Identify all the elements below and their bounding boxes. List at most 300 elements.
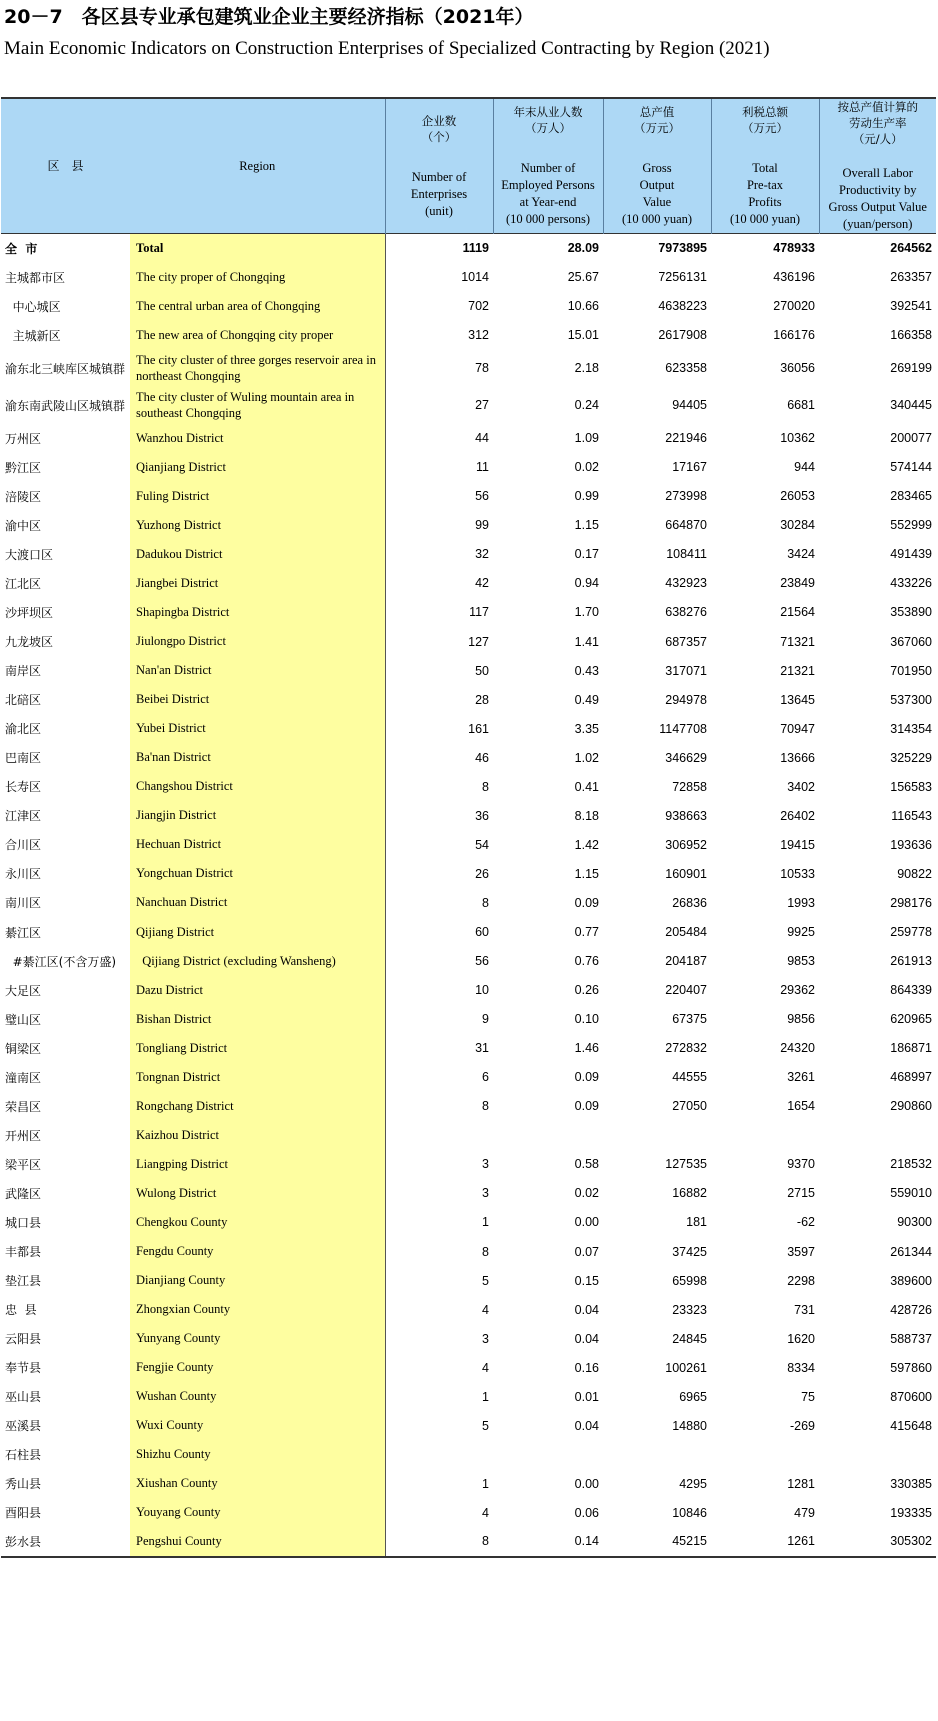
cell-pretax-profits: 270020 <box>773 299 815 314</box>
cell-employed-persons: 0.06 <box>574 1505 599 1520</box>
table-row <box>1 714 936 743</box>
cell-region-en: Shizhu County <box>130 1440 385 1469</box>
table-row <box>1 888 936 917</box>
cell-region-en: Beibei District <box>130 685 385 714</box>
cell-region-cn: #綦江区(不含万盛) <box>5 954 117 969</box>
cell-employed-persons: 0.17 <box>574 547 599 562</box>
cell-gross-output: 221946 <box>665 431 707 446</box>
cell-enterprises: 32 <box>475 547 489 562</box>
cell-region-cn: 垫江县 <box>5 1274 42 1289</box>
cell-enterprises: 8 <box>482 1099 489 1114</box>
cell-pretax-profits: 1654 <box>787 1099 815 1114</box>
table-row <box>1 1121 936 1150</box>
cell-gross-output: 4638223 <box>658 299 707 314</box>
cell-region-en: Dazu District <box>130 976 385 1005</box>
cell-labor-productivity: 588737 <box>890 1331 932 1346</box>
cell-labor-productivity: 259778 <box>890 925 932 939</box>
cell-gross-output: 65998 <box>672 1273 707 1288</box>
table-title-chinese: 20－7 各区县专业承包建筑业企业主要经济指标（2021年） <box>4 6 534 28</box>
table-row <box>1 1382 936 1411</box>
cell-region-en: Youyang County <box>130 1498 385 1527</box>
cell-region-cn: 丰都县 <box>5 1245 42 1260</box>
cell-gross-output: 938663 <box>665 808 707 823</box>
cell-enterprises: 5 <box>482 1418 489 1433</box>
cell-employed-persons: 0.02 <box>574 460 599 475</box>
cell-employed-persons: 0.99 <box>574 489 599 504</box>
table-row <box>1 1527 936 1556</box>
cell-gross-output: 272832 <box>665 1041 707 1056</box>
cell-enterprises: 312 <box>468 328 489 343</box>
table-row <box>1 1237 936 1266</box>
cell-labor-productivity: 468997 <box>890 1070 932 1085</box>
cell-enterprises: 3 <box>482 1331 489 1346</box>
cell-gross-output: 6965 <box>679 1389 707 1404</box>
cell-region-cn: 涪陵区 <box>5 489 42 504</box>
cell-enterprises: 56 <box>475 954 489 969</box>
cell-region-en: Nan'an District <box>130 656 385 685</box>
cell-gross-output: 1147708 <box>659 721 707 736</box>
cell-region-cn: 彭水县 <box>5 1534 42 1549</box>
cell-enterprises: 26 <box>475 866 489 881</box>
table-row <box>1 424 936 453</box>
table-row <box>1 511 936 540</box>
table-row <box>1 453 936 482</box>
table-row <box>1 234 936 263</box>
cell-enterprises: 28 <box>475 692 489 707</box>
table-row <box>1 1411 936 1440</box>
cell-employed-persons: 1.42 <box>574 837 599 852</box>
cell-region-en: Tongliang District <box>130 1034 385 1063</box>
cell-region-en: Rongchang District <box>130 1092 385 1121</box>
cell-gross-output: 127535 <box>665 1157 707 1172</box>
cell-gross-output: 14880 <box>672 1418 707 1433</box>
cell-labor-productivity: 864339 <box>890 983 932 998</box>
cell-labor-productivity: 263357 <box>890 270 932 285</box>
cell-gross-output: 205484 <box>665 925 707 939</box>
cell-pretax-profits: 36056 <box>780 361 815 376</box>
cell-pretax-profits: 436196 <box>773 270 815 285</box>
table-row <box>1 801 936 830</box>
cell-enterprises: 127 <box>468 634 489 649</box>
table-row <box>1 772 936 801</box>
cell-employed-persons: 0.49 <box>574 692 599 707</box>
table-body <box>1 234 936 1557</box>
cell-region-cn: 合川区 <box>5 838 42 853</box>
cell-employed-persons: 1.09 <box>574 431 599 446</box>
cell-labor-productivity: 298176 <box>890 895 932 910</box>
cell-labor-productivity <box>819 1121 936 1150</box>
cell-labor-productivity: 620965 <box>890 1012 932 1027</box>
cell-enterprises: 56 <box>475 489 489 504</box>
cell-region-cn: 南岸区 <box>5 664 42 679</box>
cell-employed-persons: 0.07 <box>574 1244 599 1259</box>
cell-enterprises: 10 <box>475 983 489 998</box>
header-pretax-profits-cn: 利税总额 （万元） <box>742 105 788 135</box>
cell-gross-output <box>603 1440 711 1469</box>
cell-labor-productivity: 261913 <box>890 954 932 969</box>
header-employed-en: Number of Employed Persons at Year-end (10 000 persons) <box>501 161 595 226</box>
cell-gross-output: 432923 <box>665 576 707 591</box>
cell-region-cn: 渝中区 <box>5 518 42 533</box>
cell-region-en: Wulong District <box>130 1179 385 1208</box>
cell-enterprises: 1 <box>482 1215 489 1230</box>
cell-region-cn: 铜梁区 <box>5 1041 42 1056</box>
cell-enterprises: 78 <box>475 361 489 376</box>
cell-labor-productivity: 392541 <box>890 299 932 314</box>
cell-pretax-profits: -62 <box>796 1215 815 1230</box>
cell-region-cn: 江津区 <box>5 809 42 824</box>
cell-region-en: The city cluster of Wuling mountain area in southeast Chongqing <box>130 387 385 424</box>
cell-employed-persons: 25.67 <box>567 270 599 285</box>
cell-pretax-profits: 3261 <box>787 1070 815 1085</box>
cell-enterprises: 8 <box>482 1534 489 1549</box>
cell-region-en: Dianjiang County <box>130 1266 385 1295</box>
table-row <box>1 1092 936 1121</box>
cell-enterprises: 54 <box>475 837 489 852</box>
cell-region-en: Wanzhou District <box>130 424 385 453</box>
cell-enterprises: 31 <box>475 1041 489 1056</box>
cell-gross-output: 27050 <box>672 1099 707 1114</box>
cell-enterprises: 161 <box>468 721 489 736</box>
header-labor-productivity-cn: 按总产值计算的 劳动生产率 （元/人） <box>837 100 918 146</box>
cell-pretax-profits: 731 <box>794 1302 815 1317</box>
cell-region-cn: 江北区 <box>5 576 42 591</box>
cell-gross-output: 638276 <box>665 605 707 620</box>
table-row <box>1 1179 936 1208</box>
cell-gross-output: 687357 <box>665 634 707 649</box>
cell-employed-persons: 1.46 <box>574 1041 599 1056</box>
cell-gross-output: 10846 <box>672 1505 707 1520</box>
cell-enterprises <box>385 1440 493 1469</box>
cell-enterprises: 1014 <box>461 270 489 285</box>
cell-region-en: Yubei District <box>130 714 385 743</box>
cell-region-cn: 南川区 <box>5 896 42 911</box>
cell-pretax-profits: 3597 <box>787 1244 815 1259</box>
cell-region-cn: 渝东北三峡库区城镇群 <box>5 361 126 376</box>
cell-region-cn: 巫山县 <box>5 1390 42 1405</box>
cell-employed-persons: 0.24 <box>574 398 599 413</box>
cell-region-en: Chengkou County <box>130 1208 385 1237</box>
cell-gross-output: 317071 <box>665 663 707 678</box>
table-row <box>1 569 936 598</box>
cell-gross-output: 294978 <box>665 692 707 707</box>
cell-enterprises: 3 <box>482 1157 489 1172</box>
header-region-cn: 区 县 <box>1 98 130 234</box>
cell-region-en: Nanchuan District <box>130 888 385 917</box>
cell-gross-output: 94405 <box>672 398 707 413</box>
cell-employed-persons: 0.16 <box>574 1360 599 1375</box>
cell-enterprises: 11 <box>476 460 489 475</box>
header-employed <box>493 98 603 234</box>
table-row <box>1 917 936 946</box>
cell-region-en: Shapingba District <box>130 598 385 627</box>
cell-region-en: Qijiang District (excluding Wansheng) <box>130 947 385 976</box>
cell-region-en: Yongchuan District <box>130 859 385 888</box>
cell-pretax-profits: 75 <box>801 1389 815 1404</box>
cell-pretax-profits: 10362 <box>780 431 815 446</box>
cell-region-en: Zhongxian County <box>130 1295 385 1324</box>
cell-gross-output <box>603 1121 711 1150</box>
cell-employed-persons: 8.18 <box>574 808 599 823</box>
cell-enterprises: 42 <box>475 576 489 591</box>
cell-employed-persons: 0.15 <box>574 1273 599 1288</box>
table-row <box>1 656 936 685</box>
header-employed-cn: 年末从业人数 （万人） <box>513 105 583 135</box>
cell-region-en: Dadukou District <box>130 540 385 569</box>
cell-employed-persons: 2.18 <box>574 361 599 376</box>
cell-region-cn: 秀山县 <box>5 1477 42 1492</box>
cell-region-cn: 武隆区 <box>5 1186 42 1201</box>
table-row <box>1 1266 936 1295</box>
cell-pretax-profits: 26053 <box>780 489 815 504</box>
cell-gross-output: 26836 <box>672 895 707 910</box>
cell-employed-persons <box>493 1121 603 1150</box>
header-enterprises-cn: 企业数 （个） <box>421 113 457 144</box>
cell-gross-output: 273998 <box>665 489 707 504</box>
table-title-english: Main Economic Indicators on Construction Enterprises of Specialized Contracting by Region (2021) <box>4 38 770 59</box>
cell-labor-productivity: 166358 <box>890 328 932 343</box>
cell-labor-productivity: 353890 <box>890 605 932 620</box>
cell-employed-persons: 0.09 <box>574 1070 599 1085</box>
header-region-en: Region <box>130 98 385 234</box>
cell-employed-persons: 0.76 <box>574 954 599 969</box>
table-row <box>1 540 936 569</box>
cell-labor-productivity: 218532 <box>890 1157 932 1172</box>
cell-region-en: Fengjie County <box>130 1353 385 1382</box>
cell-gross-output: 2617908 <box>658 328 707 343</box>
header-labor-productivity <box>819 98 936 234</box>
cell-region-cn: 黔江区 <box>5 460 42 475</box>
table-row <box>1 321 936 350</box>
header-row <box>1 98 936 234</box>
cell-region-en: Yunyang County <box>130 1324 385 1353</box>
cell-pretax-profits: 70947 <box>780 721 815 736</box>
cell-region-cn: 忠 县 <box>5 1303 37 1318</box>
cell-enterprises: 60 <box>475 925 489 939</box>
cell-region-cn: 大足区 <box>5 983 42 998</box>
cell-region-cn: 沙坪坝区 <box>5 605 54 620</box>
table-row <box>1 1440 936 1469</box>
cell-labor-productivity: 325229 <box>890 750 932 765</box>
cell-gross-output: 37425 <box>672 1244 707 1259</box>
header-gross-output-cn: 总产值 （万元） <box>634 105 680 135</box>
cell-gross-output: 623358 <box>665 361 707 376</box>
cell-employed-persons: 1.02 <box>574 750 599 765</box>
cell-employed-persons: 0.43 <box>574 663 599 678</box>
cell-employed-persons: 15.01 <box>567 328 599 343</box>
cell-labor-productivity: 264562 <box>890 241 932 256</box>
cell-enterprises: 702 <box>468 299 489 314</box>
cell-employed-persons: 1.15 <box>574 866 599 881</box>
cell-region-cn: 城口县 <box>5 1215 42 1230</box>
cell-region-cn: 酉阳县 <box>5 1506 42 1521</box>
header-pretax-profits-en: Total Pre-tax Profits (10 000 yuan) <box>729 161 801 226</box>
table-row <box>1 387 936 424</box>
table-row <box>1 1469 936 1498</box>
cell-region-en: Liangping District <box>130 1150 385 1179</box>
cell-region-cn: 荣昌区 <box>5 1099 42 1114</box>
cell-pretax-profits: 21564 <box>780 605 815 620</box>
cell-pretax-profits: 8334 <box>787 1360 815 1375</box>
cell-gross-output: 204187 <box>665 954 707 969</box>
cell-pretax-profits: 1281 <box>787 1476 815 1491</box>
cell-labor-productivity: 193636 <box>890 837 932 852</box>
cell-pretax-profits <box>711 1440 819 1469</box>
cell-region-en: Fengdu County <box>130 1237 385 1266</box>
cell-labor-productivity: 283465 <box>890 489 932 504</box>
cell-gross-output: 45215 <box>672 1534 707 1549</box>
cell-labor-productivity: 269199 <box>890 361 932 376</box>
cell-region-en: Jiulongpo District <box>130 627 385 656</box>
cell-employed-persons: 1.70 <box>574 605 599 620</box>
cell-gross-output: 24845 <box>672 1331 707 1346</box>
cell-employed-persons: 0.58 <box>574 1157 599 1172</box>
cell-pretax-profits: 9370 <box>787 1157 815 1172</box>
cell-region-en: The city proper of Chongqing <box>130 263 385 292</box>
table-row <box>1 685 936 714</box>
cell-pretax-profits: 3424 <box>787 547 815 562</box>
cell-region-cn: 渝北区 <box>5 722 42 737</box>
cell-region-cn: 巫溪县 <box>5 1419 42 1434</box>
cell-enterprises: 6 <box>482 1070 489 1085</box>
cell-labor-productivity: 389600 <box>890 1273 932 1288</box>
cell-pretax-profits: 3402 <box>787 779 815 794</box>
cell-region-cn: 璧山区 <box>5 1012 42 1027</box>
cell-region-cn: 潼南区 <box>5 1070 42 1085</box>
cell-region-en: Qijiang District <box>130 917 385 946</box>
cell-region-cn: 全 市 <box>5 241 38 256</box>
cell-gross-output: 17167 <box>672 460 707 475</box>
cell-labor-productivity: 559010 <box>890 1186 932 1201</box>
cell-labor-productivity: 870600 <box>890 1389 932 1404</box>
cell-enterprises: 8 <box>482 895 489 910</box>
cell-region-en: Wuxi County <box>130 1411 385 1440</box>
table-row <box>1 1353 936 1382</box>
cell-pretax-profits: 479 <box>794 1505 815 1520</box>
cell-enterprises: 4 <box>482 1302 489 1317</box>
cell-pretax-profits: 166176 <box>773 328 815 343</box>
cell-gross-output: 7973895 <box>658 241 707 256</box>
cell-pretax-profits: 2298 <box>787 1273 815 1288</box>
cell-gross-output: 4295 <box>679 1476 707 1491</box>
table-row <box>1 1295 936 1324</box>
cell-gross-output: 181 <box>686 1215 707 1230</box>
cell-gross-output: 664870 <box>665 518 707 533</box>
cell-enterprises: 4 <box>482 1505 489 1520</box>
cell-employed-persons: 0.77 <box>574 925 599 939</box>
cell-enterprises: 9 <box>482 1012 489 1027</box>
cell-employed-persons: 0.10 <box>574 1012 599 1027</box>
cell-labor-productivity: 90822 <box>897 866 932 881</box>
cell-region-cn: 主城新区 <box>5 328 61 343</box>
cell-employed-persons: 0.01 <box>574 1389 599 1404</box>
cell-region-cn: 石柱县 <box>5 1448 42 1463</box>
cell-region-cn: 大渡口区 <box>5 547 54 562</box>
cell-pretax-profits: 13645 <box>780 692 815 707</box>
cell-pretax-profits: 29362 <box>780 983 815 998</box>
cell-gross-output: 100261 <box>665 1360 707 1375</box>
cell-gross-output: 108411 <box>666 547 707 562</box>
cell-region-en: Xiushan County <box>130 1469 385 1498</box>
cell-employed-persons: 1.15 <box>574 518 599 533</box>
cell-labor-productivity: 156583 <box>890 779 932 794</box>
cell-region-cn: 长寿区 <box>5 780 42 795</box>
cell-region-en: The city cluster of three gorges reservoir area in northeast Chongqing <box>130 350 385 387</box>
cell-employed-persons: 0.09 <box>574 895 599 910</box>
cell-pretax-profits: 6681 <box>787 398 815 413</box>
cell-region-en: The new area of Chongqing city proper <box>130 321 385 350</box>
cell-gross-output: 306952 <box>665 837 707 852</box>
cell-employed-persons: 0.09 <box>574 1099 599 1114</box>
cell-pretax-profits: 944 <box>794 460 815 475</box>
cell-gross-output: 67375 <box>672 1012 707 1027</box>
table-row <box>1 1498 936 1527</box>
cell-pretax-profits: 21321 <box>780 663 815 678</box>
cell-region-cn: 永川区 <box>5 867 42 882</box>
cell-labor-productivity: 491439 <box>890 547 932 562</box>
cell-pretax-profits: 9856 <box>787 1012 815 1027</box>
table-row <box>1 743 936 772</box>
cell-enterprises: 5 <box>482 1273 489 1288</box>
cell-gross-output: 16882 <box>672 1186 707 1201</box>
table-row <box>1 1063 936 1092</box>
cell-enterprises: 1 <box>482 1389 489 1404</box>
cell-employed-persons: 0.00 <box>574 1476 599 1491</box>
cell-enterprises: 8 <box>482 779 489 794</box>
cell-employed-persons: 28.09 <box>567 241 599 256</box>
cell-employed-persons: 0.00 <box>574 1215 599 1230</box>
cell-labor-productivity: 290860 <box>890 1099 932 1114</box>
cell-pretax-profits: 1993 <box>787 895 815 910</box>
table-row <box>1 292 936 321</box>
cell-labor-productivity: 305302 <box>890 1534 932 1549</box>
cell-labor-productivity <box>819 1440 936 1469</box>
header-enterprises-en: Number of Enterprises (unit) <box>410 169 468 218</box>
table-row <box>1 947 936 976</box>
table-row <box>1 1005 936 1034</box>
cell-gross-output: 346629 <box>665 750 707 765</box>
cell-pretax-profits: 71321 <box>780 634 815 649</box>
cell-labor-productivity: 186871 <box>890 1041 932 1056</box>
cell-pretax-profits: 9925 <box>787 925 815 939</box>
cell-region-cn: 巴南区 <box>5 751 42 766</box>
cell-region-en: Kaizhou District <box>130 1121 385 1150</box>
cell-labor-productivity: 330385 <box>890 1476 932 1491</box>
cell-pretax-profits: 9853 <box>787 954 815 969</box>
cell-labor-productivity: 433226 <box>890 576 932 591</box>
cell-region-en: The central urban area of Chongqing <box>130 292 385 321</box>
cell-gross-output: 7256131 <box>658 270 707 285</box>
cell-enterprises: 99 <box>475 518 489 533</box>
cell-pretax-profits: 24320 <box>780 1041 815 1056</box>
cell-region-en: Pengshui County <box>130 1527 385 1556</box>
cell-region-en: Jiangbei District <box>130 569 385 598</box>
cell-gross-output: 72858 <box>672 779 707 794</box>
cell-enterprises: 8 <box>482 1244 489 1259</box>
cell-enterprises: 46 <box>475 750 489 765</box>
cell-region-cn: 主城都市区 <box>5 270 66 285</box>
cell-enterprises: 117 <box>469 605 489 620</box>
cell-enterprises: 1 <box>482 1476 489 1491</box>
cell-region-cn: 中心城区 <box>5 299 61 314</box>
cell-labor-productivity: 597860 <box>890 1360 932 1375</box>
cell-enterprises: 27 <box>475 398 489 413</box>
cell-enterprises: 4 <box>482 1360 489 1375</box>
cell-region-en: Yuzhong District <box>130 511 385 540</box>
cell-labor-productivity: 367060 <box>890 634 932 649</box>
cell-gross-output: 23323 <box>672 1302 707 1317</box>
cell-employed-persons: 0.02 <box>574 1186 599 1201</box>
